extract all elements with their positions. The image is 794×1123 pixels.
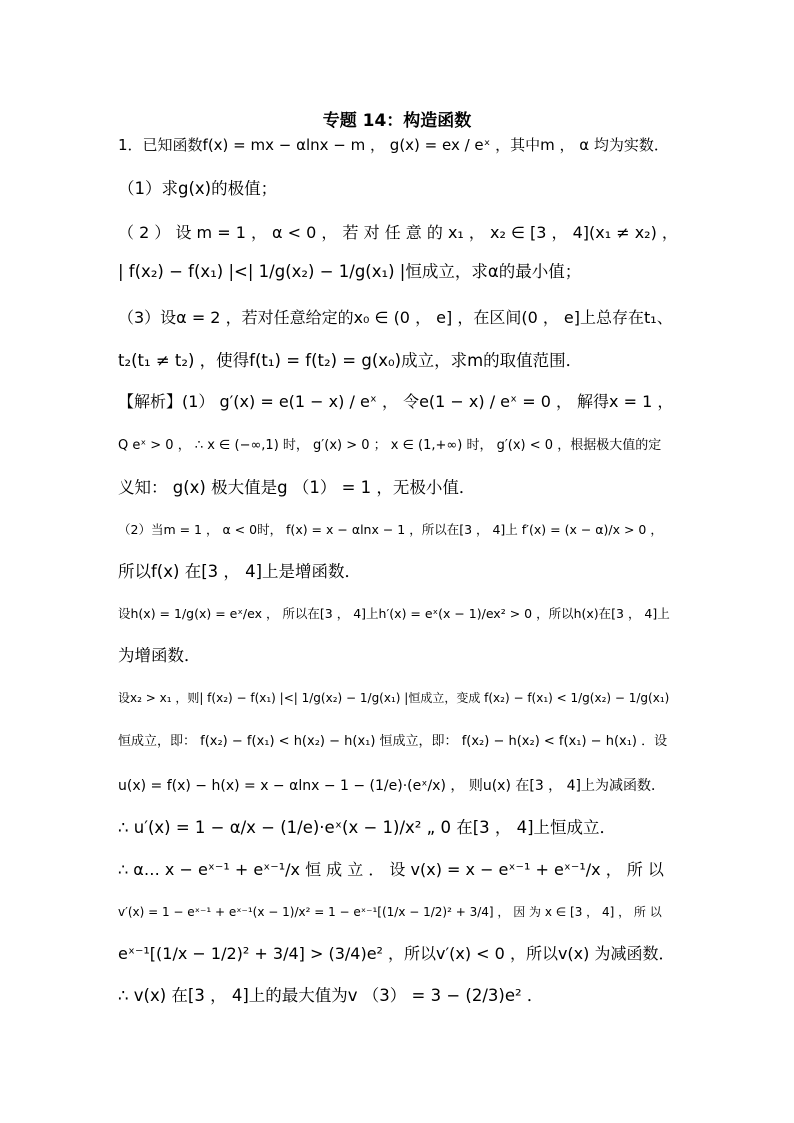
text-line: ∴ α… x − eˣ⁻¹ + eˣ⁻¹/x 恒 成 立 ． 设 v(x) = x − eˣ⁻¹ + eˣ⁻¹/x ， 所 以 <box>118 860 664 879</box>
text-line: 为增函数． <box>118 646 201 665</box>
text-line: | f(x₂) − f(x₁) |<| 1/g(x₂) − 1/g(x₁) |恒成立，求α的最小值； <box>118 262 582 281</box>
text-line: （1）求g(x)的极值； <box>118 179 278 198</box>
text-line: eˣ⁻¹[(1/x − 1/2)² + 3/4] > (3/4)e² ，所以v′(x) < 0 ，所以v(x) 为减函数． <box>118 944 675 963</box>
page-title: 专题 14：构造函数 <box>322 111 472 131</box>
text-line: 【解析】(1） g′(x) = e(1 − x) / eˣ ， 令e(1 − x) / eˣ = 0 ， 解得x = 1 ， <box>118 392 674 411</box>
text-line: 设x₂ > x₁ ，则| f(x₂) − f(x₁) |<| 1/g(x₂) − 1/g(x₁) |恒成立，变成 f(x₂) − f(x₁) < 1/g(x₂) − 1/g(x₁) <box>118 691 670 705</box>
text-line: （ 2 ） 设 m = 1 ， α < 0 ， 若 对 任 意 的 x₁ ， x₂ ∈ [3 ， 4](x₁ ≠ x₂) ， <box>118 223 678 242</box>
text-line: 恒成立，即： f(x₂) − f(x₁) < h(x₂) − h(x₁) 恒成立，即： f(x₂) − h(x₂) < f(x₁) − h(x₁) ．设 <box>118 734 668 749</box>
text-line: t₂(t₁ ≠ t₂) ，使得f(t₁) = f(t₂) = g(x₀)成立，求m的取值范围． <box>118 351 583 370</box>
text-line: 设h(x) = 1/g(x) = eˣ/ex ， 所以在[3 ， 4]上h′(x) = eˣ(x − 1)/ex² > 0 ，所以h(x)在[3 ， 4]上 <box>118 606 670 621</box>
text-line: u(x) = f(x) − h(x) = x − αlnx − 1 − (1/e)·(eˣ/x) ， 则u(x) 在[3 ， 4]上为减函数． <box>118 778 665 794</box>
text-line: ∴ u′(x) = 1 − α/x − (1/e)·eˣ(x − 1)/x² „ 0 在[3 ， 4]上恒成立． <box>118 818 617 837</box>
text-line: v′(x) = 1 − eˣ⁻¹ + eˣ⁻¹(x − 1)/x² = 1 − eˣ⁻¹[(1/x − 1/2)² + 3/4] ， 因 为 x ∈ [3 ， 4] ， 所 以 <box>118 905 662 919</box>
text-line: （3）设α = 2 ，若对任意给定的x₀ ∈ (0 ， e] ，在区间(0 ， e]上总存在t₁、 <box>118 308 673 327</box>
text-line: ∴ v(x) 在[3 ， 4]上的最大值为v （3） = 3 − (2/3)e² ． <box>118 986 544 1005</box>
text-line: 义知： g(x) 极大值是g （1） = 1 ，无极小值． <box>118 478 476 497</box>
text-line: （2）当m = 1 ， α < 0时， f(x) = x − αlnx − 1 ，所以在[3 ， 4]上 f′(x) = (x − α)/x > 0 ， <box>118 522 663 537</box>
text-line: 1．已知函数f(x) = mx − αlnx − m ， g(x) = ex / eˣ ，其中m ， α 均为实数． <box>118 136 669 154</box>
text-line: Q eˣ > 0 ， ∴ x ∈ (−∞,1) 时， g′(x) > 0 ； x ∈ (1,+∞) 时， g′(x) < 0 ，根据极大值的定 <box>118 438 662 453</box>
text-line: 所以f(x) 在[3 ， 4]上是增函数． <box>118 562 362 581</box>
